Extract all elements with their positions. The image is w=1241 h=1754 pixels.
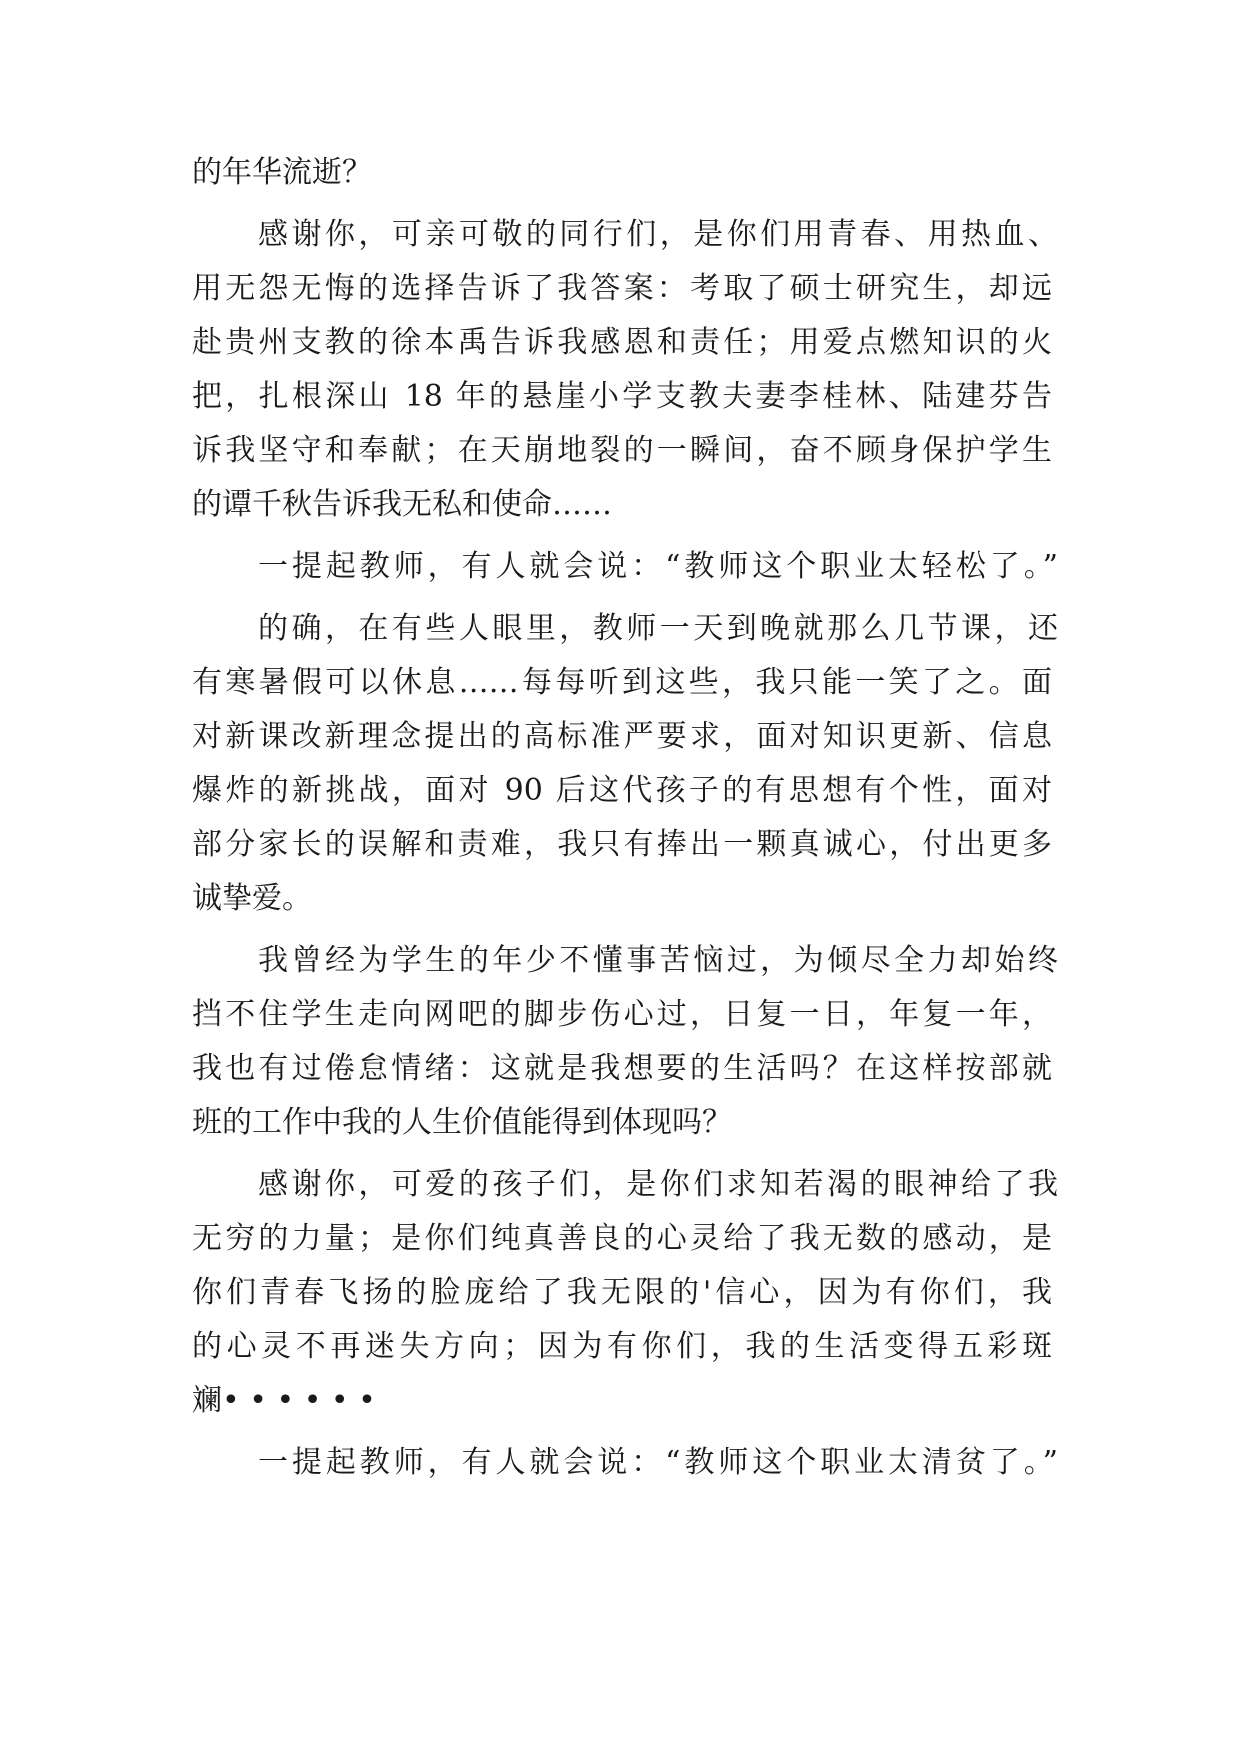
text-line: 班的工作中我的人生价值能得到体现吗？ (192, 1105, 732, 1140)
text-line: 我曾经为学生的年少不懂事苦恼过，为倾尽全力却始终 (258, 943, 1058, 978)
text-line: 赴贵州支教的徐本禹告诉我感恩和责任；用爱点燃知识的火 (192, 325, 1052, 360)
text-line: 感谢你，可爱的孩子们，是你们求知若渴的眼神给了我 (258, 1167, 1058, 1202)
text-line: 的谭千秋告诉我无私和使命…… (192, 487, 612, 522)
text-line: 爆炸的新挑战，面对 90 后这代孩子的有思想有个性，面对 (192, 773, 1052, 808)
text-line: 无穷的力量；是你们纯真善良的心灵给了我无数的感动，是 (192, 1221, 1052, 1256)
text-line: 用无怨无悔的选择告诉了我答案：考取了硕士研究生，却远 (192, 271, 1052, 306)
text-line: 诚挚爱。 (192, 881, 312, 916)
text-line: 一提起教师，有人就会说：“教师这个职业太轻松了。” (258, 549, 1058, 584)
text-line: 我也有过倦怠情绪：这就是我想要的生活吗？在这样按部就 (192, 1051, 1052, 1086)
text-line: 有寒暑假可以休息……每每听到这些，我只能一笑了之。面 (192, 665, 1052, 700)
text-line: 把，扎根深山 18 年的悬崖小学支教夫妻李桂林、陆建芬告 (192, 379, 1052, 414)
text-line: 部分家长的误解和责难，我只有捧出一颗真诚心，付出更多 (192, 827, 1052, 862)
text-line: 的年华流逝？ (192, 155, 372, 190)
text-line: 斓• • • • • • (192, 1383, 376, 1418)
text-line: 的确，在有些人眼里，教师一天到晚就那么几节课，还 (258, 611, 1058, 646)
text-line: 对新课改新理念提出的高标准严要求，面对知识更新、信息 (192, 719, 1052, 754)
text-line: 感谢你，可亲可敬的同行们，是你们用青春、用热血、 (258, 217, 1058, 252)
text-line: 你们青春飞扬的脸庞给了我无限的'信心，因为有你们，我 (192, 1275, 1052, 1310)
text-line: 挡不住学生走向网吧的脚步伤心过，日复一日，年复一年， (192, 997, 1052, 1032)
text-line: 的心灵不再迷失方向；因为有你们，我的生活变得五彩斑 (192, 1329, 1052, 1364)
text-line: 诉我坚守和奉献；在天崩地裂的一瞬间，奋不顾身保护学生 (192, 433, 1052, 468)
text-line: 一提起教师，有人就会说：“教师这个职业太清贫了。” (258, 1445, 1058, 1480)
